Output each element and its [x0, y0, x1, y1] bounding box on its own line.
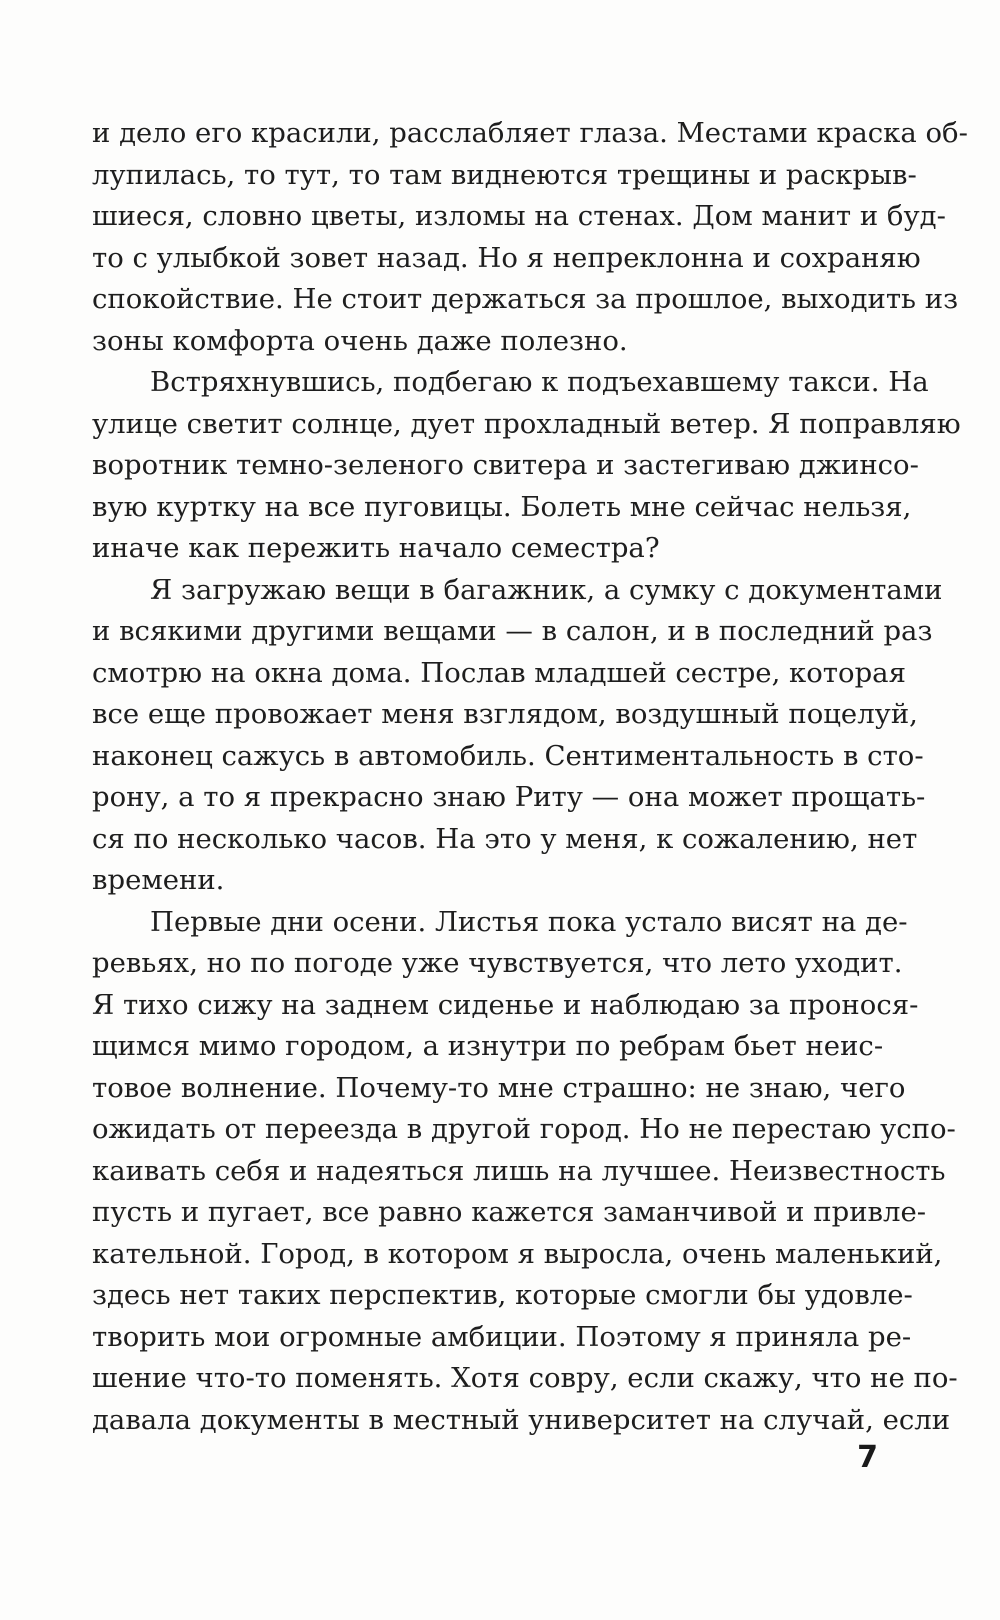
text-line: все еще провожает меня взглядом, воздушный поцелуй, [92, 698, 918, 730]
text-line: то с улыбкой зовет назад. Но я непреклонна и сохраняю [92, 241, 921, 274]
text-line: и дело его красили, расслабляет глаза. Местами краска об- [92, 117, 968, 149]
text-line: щимся мимо городом, а изнутри по ребрам бьет неис- [92, 1030, 884, 1062]
text-line: наконец сажусь в автомобиль. Сентиментальность в сто- [92, 739, 924, 772]
text-line: Я загружаю вещи в багажник, а сумку с документами [150, 573, 943, 606]
text-line: товое волнение. Почему-то мне страшно: не знаю, чего [92, 1071, 906, 1104]
text-line: спокойствие. Не стоит держаться за прошлое, выходить из [92, 283, 959, 315]
body-text [92, 113, 968, 1441]
text-line: Я тихо сижу на заднем сиденье и наблюдаю за пронося- [92, 988, 919, 1021]
text-line: шение что-то поменять. Хотя совру, если скажу, что не по- [92, 1362, 958, 1394]
text-line: здесь нет таких перспектив, которые смогли бы удовле- [92, 1279, 913, 1311]
text-line: каивать себя и надеяться лишь на лучшее. Неизвестность [92, 1154, 946, 1187]
text-line: иначе как пережить начало семестра? [92, 532, 660, 564]
text-line: Первые дни осени. Листья пока устало висят на де- [150, 905, 908, 938]
text-line: смотрю на окна дома. Послав младшей сестре, которая [92, 656, 906, 689]
text-line: Встряхнувшись, подбегаю к подъехавшему такси. На [150, 366, 929, 398]
text-line: ся по несколько часов. На это у меня, к сожалению, нет [92, 822, 918, 855]
page-number: 7 [857, 1440, 878, 1475]
text-line: давала документы в местный университет на случай, если [92, 1403, 951, 1436]
text-line: кательной. Город, в котором я выросла, очень маленький, [92, 1237, 943, 1270]
text-line: шиеся, словно цветы, изломы на стенах. Дом манит и буд- [92, 200, 946, 232]
text-line: улице светит солнце, дует прохладный ветер. Я поправляю [92, 407, 961, 440]
text-line: ожидать от переезда в другой город. Но не перестаю успо- [92, 1113, 956, 1145]
text-line: пусть и пугает, все равно кажется заманчивой и привле- [92, 1196, 927, 1228]
text-line: вую куртку на все пуговицы. Болеть мне сейчас нельзя, [92, 490, 912, 523]
text-line: времени. [92, 864, 225, 896]
text-line: творить мои огромные амбиции. Поэтому я приняла ре- [92, 1320, 912, 1353]
text-line: рону, а то я прекрасно знаю Риту — она может прощать- [92, 781, 926, 813]
text-line: зоны комфорта очень даже полезно. [92, 324, 628, 357]
text-line: и всякими другими вещами — в салон, и в последний раз [92, 615, 933, 647]
text-line: лупилась, то тут, то там виднеются трещины и раскрыв- [92, 158, 917, 191]
text-line: воротник темно-зеленого свитера и застегиваю джинсо- [92, 449, 919, 481]
text-line: ревьях, но по погоде уже чувствуется, что лето уходит. [92, 947, 903, 979]
